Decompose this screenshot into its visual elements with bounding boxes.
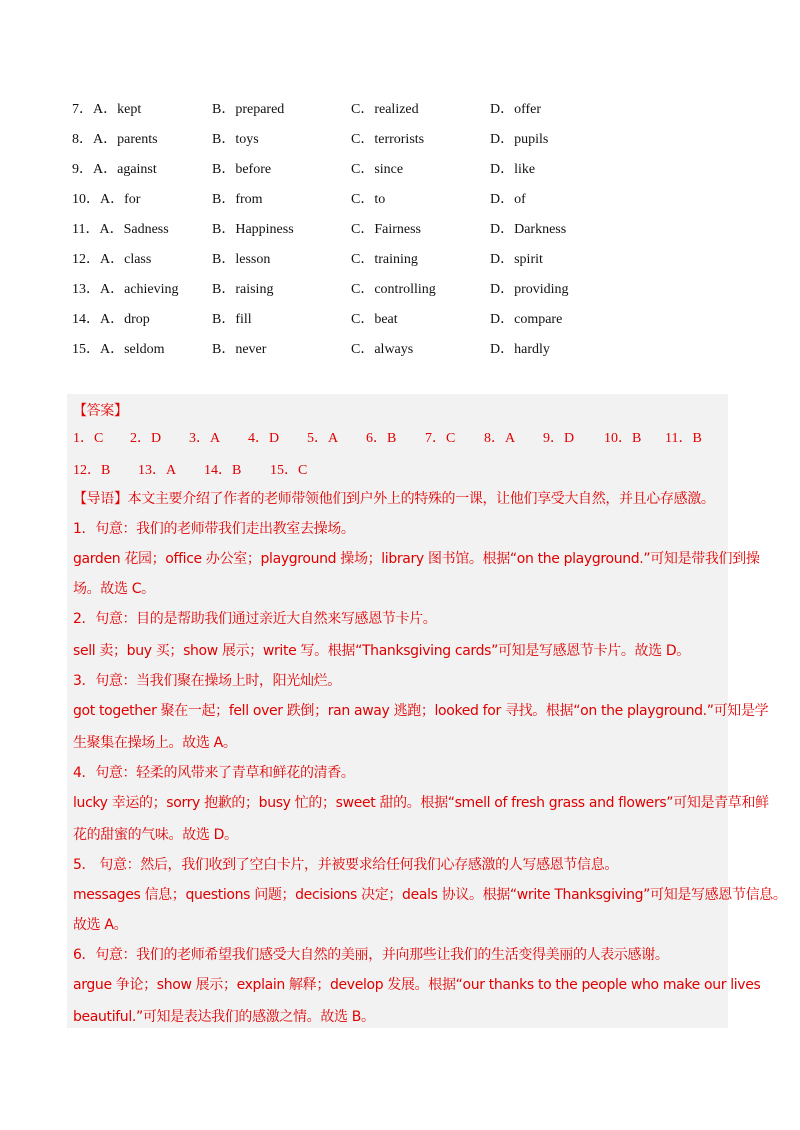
answer-key-item: 8．A bbox=[484, 431, 516, 446]
question-row bbox=[72, 184, 732, 214]
option-b: B．fill bbox=[212, 312, 252, 327]
explanation-line: 花的甜蜜的气味。故选 D。 bbox=[73, 827, 238, 843]
option-a: 14．A．drop bbox=[72, 312, 150, 327]
option-b: B．Happiness bbox=[212, 222, 294, 237]
option-c: C．Fairness bbox=[351, 222, 421, 237]
options-list bbox=[72, 94, 732, 364]
answer-key-item: 5．A bbox=[307, 431, 339, 446]
option-a: 15．A．seldom bbox=[72, 342, 165, 357]
explanation-line: 5． 句意：然后，我们收到了空白卡片，并被要求给任何我们心存感激的人写感恩节信息。 bbox=[73, 857, 619, 873]
explanation-line: garden 花园；office 办公室；playground 操场；library 图书馆。根据“on the playground.”可知是带我们到操 bbox=[73, 551, 760, 567]
option-a: 11．A．Sadness bbox=[72, 222, 169, 237]
explanation-line: 故选 A。 bbox=[73, 917, 128, 933]
option-d: D．providing bbox=[490, 282, 569, 297]
explanation-line: 1．句意：我们的老师带我们走出教室去操场。 bbox=[73, 521, 355, 537]
answer-heading: 【答案】 bbox=[73, 403, 128, 419]
answer-key-item: 3．A bbox=[189, 431, 221, 446]
option-d: D．offer bbox=[490, 102, 542, 117]
answer-key-item: 1．C bbox=[73, 431, 104, 446]
option-a: 9．A．against bbox=[72, 162, 157, 177]
question-row bbox=[72, 244, 732, 274]
option-c: C．realized bbox=[351, 102, 419, 117]
option-d: D．hardly bbox=[490, 342, 550, 357]
question-row bbox=[72, 154, 732, 184]
option-c: C．training bbox=[351, 252, 418, 267]
answer-key-item: 7．C bbox=[425, 431, 456, 446]
question-row bbox=[72, 214, 732, 244]
question-row bbox=[72, 334, 732, 364]
option-b: B．from bbox=[212, 192, 263, 207]
answer-key-item: 6．B bbox=[366, 431, 397, 446]
option-d: D．Darkness bbox=[490, 222, 567, 237]
question-row bbox=[72, 274, 732, 304]
answer-key-item: 2．D bbox=[130, 431, 162, 446]
explanation-line: 2．句意：目的是帮助我们通过亲近大自然来写感恩节卡片。 bbox=[73, 611, 437, 627]
option-d: D．like bbox=[490, 162, 536, 177]
explanation-line: beautiful.”可知是表达我们的感激之情。故选 B。 bbox=[73, 1009, 375, 1025]
option-a: 10．A．for bbox=[72, 192, 141, 207]
option-b: B．before bbox=[212, 162, 272, 177]
explanation-line: argue 争论；show 展示；explain 解释；develop 发展。根据“our thanks to the people who make our lives bbox=[73, 977, 761, 993]
option-a: 8．A．parents bbox=[72, 132, 158, 147]
answer-key-item: 13．A bbox=[138, 463, 177, 478]
question-row bbox=[72, 124, 732, 154]
option-d: D．spirit bbox=[490, 252, 543, 267]
explanation-line: 3．句意：当我们聚在操场上时，阳光灿烂。 bbox=[73, 673, 341, 689]
option-a: 7．A．kept bbox=[72, 102, 142, 117]
question-row bbox=[72, 304, 732, 334]
option-b: B．prepared bbox=[212, 102, 285, 117]
option-a: 13．A．achieving bbox=[72, 282, 179, 297]
option-b: B．toys bbox=[212, 132, 259, 147]
option-d: D．of bbox=[490, 192, 526, 207]
answer-key-item: 11．B bbox=[665, 431, 702, 446]
question-row bbox=[72, 94, 732, 124]
option-c: C．always bbox=[351, 342, 414, 357]
answer-key-item: 9．D bbox=[543, 431, 575, 446]
option-b: B．raising bbox=[212, 282, 274, 297]
explanation-line: sell 卖；buy 买；show 展示；write 写。根据“Thanksgiving cards”可知是写感恩节卡片。故选 D。 bbox=[73, 643, 690, 659]
answer-key-item: 4．D bbox=[248, 431, 280, 446]
explanation-line: messages 信息；questions 问题；decisions 决定；deals 协议。根据“write Thanksgiving”可知是写感恩节信息。 bbox=[73, 887, 787, 903]
explanation-line: 4．句意：轻柔的风带来了青草和鲜花的清香。 bbox=[73, 765, 355, 781]
option-d: D．pupils bbox=[490, 132, 549, 147]
option-c: C．controlling bbox=[351, 282, 436, 297]
option-b: B．lesson bbox=[212, 252, 271, 267]
answer-key-item: 12．B bbox=[73, 463, 111, 478]
answer-key-item: 10．B bbox=[604, 431, 642, 446]
option-c: C．since bbox=[351, 162, 404, 177]
option-a: 12．A．class bbox=[72, 252, 152, 267]
answer-key-item: 15．C bbox=[270, 463, 308, 478]
answer-key-item: 14．B bbox=[204, 463, 242, 478]
explanation-line: 场。故选 C。 bbox=[73, 581, 155, 597]
explanation-line: lucky 幸运的；sorry 抱歉的；busy 忙的；sweet 甜的。根据“smell of fresh grass and flowers”可知是青草和鲜 bbox=[73, 795, 769, 811]
explanation-line: got together 聚在一起；fell over 跌倒；ran away 逃跑；looked for 寻找。根据“on the playground.”可知是学 bbox=[73, 703, 769, 719]
option-c: C．beat bbox=[351, 312, 398, 327]
explanation-line: 6．句意：我们的老师希望我们感受大自然的美丽，并向那些让我们的生活变得美丽的人表示感谢。 bbox=[73, 947, 669, 963]
answer-section bbox=[67, 394, 787, 1028]
option-d: D．compare bbox=[490, 312, 563, 327]
option-c: C．to bbox=[351, 192, 386, 207]
option-c: C．terrorists bbox=[351, 132, 425, 147]
explanation-line: 生聚集在操场上。故选 A。 bbox=[73, 735, 237, 751]
guide-text: 【导语】本文主要介绍了作者的老师带领他们到户外上的特殊的一课，让他们享受大自然，并且心存感激。 bbox=[73, 491, 715, 507]
option-b: B．never bbox=[212, 342, 267, 357]
